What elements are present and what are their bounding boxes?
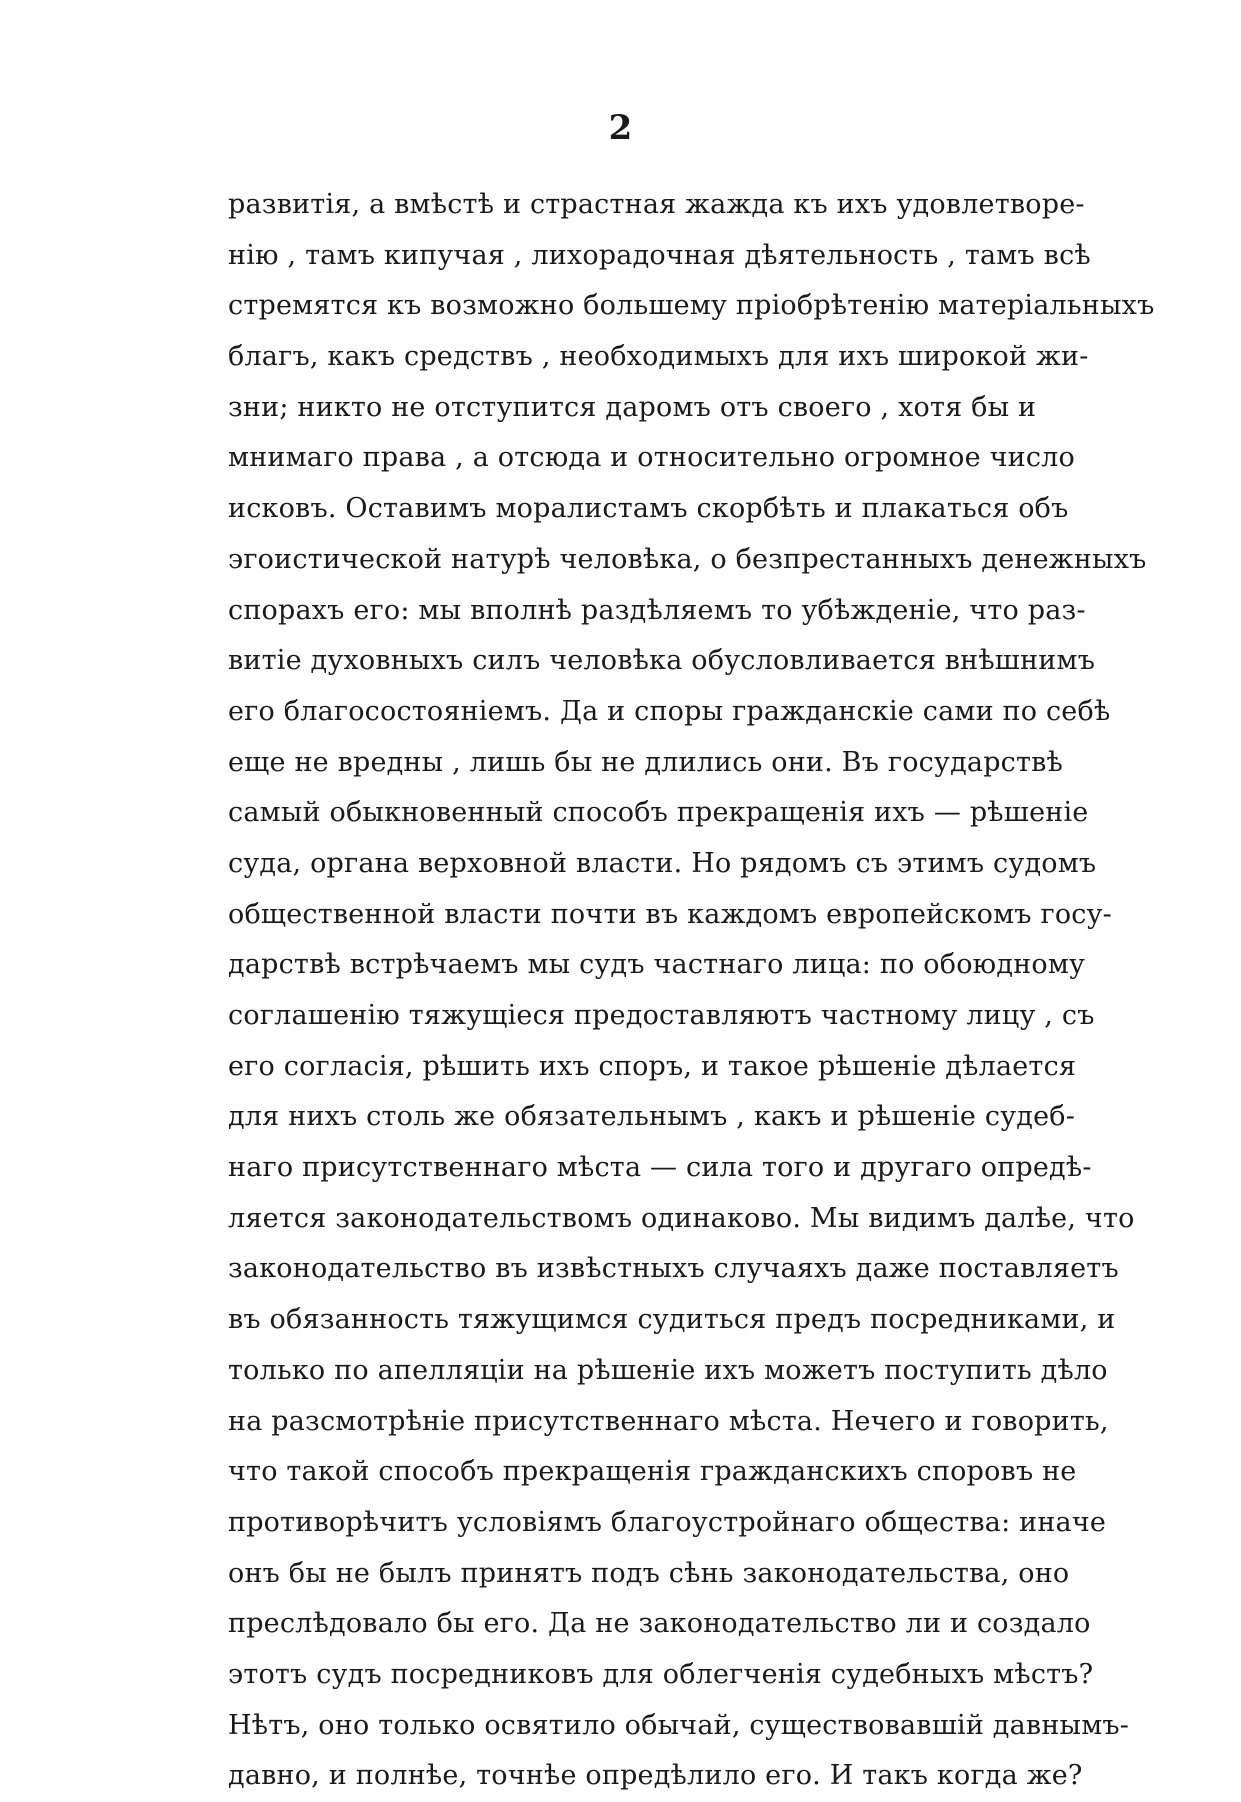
text-line: общественной власти почти въ каждомъ европейскомъ госу- <box>228 898 1113 930</box>
text-line: въ обязанность тяжущимся судиться предъ посредниками, и <box>228 1304 1116 1336</box>
text-line: соглашенію тяжущіеся предоставляютъ частному лицу , съ <box>228 1000 1095 1031</box>
text-line: мнимаго права , а отсюда и относительно огромное число <box>228 442 1075 474</box>
text-line: его благосостояніемъ. Да и споры гражданскіе сами по себѣ <box>228 695 1111 727</box>
text-line: законодательство въ извѣстныхъ случаяхъ даже поставляетъ <box>228 1253 1119 1285</box>
text-line: наго присутственнаго мѣста — сила того и другаго опредѣ- <box>228 1152 1092 1184</box>
text-line: самый обыкновенный способъ прекращенія ихъ — рѣшеніе <box>228 797 1089 829</box>
text-line: только по апелляціи на рѣшеніе ихъ можетъ поступить дѣло <box>228 1354 1108 1386</box>
text-line: преслѣдовало бы его. Да не законодательство ли и создало <box>228 1608 1091 1640</box>
text-line: для нихъ столь же обязательнымъ , какъ и рѣшеніе судеб- <box>228 1101 1076 1133</box>
text-line: онъ бы не былъ принятъ подъ сѣнь законодательства, оно <box>228 1557 1070 1589</box>
text-line: суда, органа верховной власти. Но рядомъ съ этимъ судомъ <box>228 847 1097 879</box>
text-line: стремятся къ возможно большему пріобрѣтенію матеріальныхъ <box>228 290 1155 322</box>
text-line: ляется законодательствомъ одинаково. Мы видимъ далѣе, что <box>228 1202 1135 1234</box>
text-line: эгоистической натурѣ человѣка, о безпрестанныхъ денежныхъ <box>228 543 1147 575</box>
text-line: благъ, какъ средствъ , необходимыхъ для ихъ широкой жи- <box>228 341 1089 373</box>
text-line: исковъ. Оставимъ моралистамъ скорбѣть и плакаться объ <box>228 493 1069 525</box>
text-line: на разсмотрѣніе присутственнаго мѣста. Нечего и говорить, <box>228 1405 1109 1437</box>
text-line: этотъ судъ посредниковъ для облегченія судебныхъ мѣстъ? <box>228 1658 1094 1690</box>
text-line: что такой способъ прекращенія гражданскихъ споровъ не <box>228 1456 1077 1488</box>
body-text <box>228 180 1155 1802</box>
text-line: развитія, а вмѣстѣ и страстная жажда къ ихъ удовлетворе- <box>228 189 1085 220</box>
text-line: давно, и полнѣе, точнѣе опредѣлило его. И такъ когда же? <box>228 1760 1083 1792</box>
text-line: Нѣтъ, оно только освятило обычай, существовавшій давнымъ- <box>228 1709 1130 1741</box>
text-line: еще не вредны , лишь бы не длились они. Въ государствѣ <box>228 746 1064 778</box>
text-line: спорахъ его: мы вполнѣ раздѣляемъ то убѣжденіе, что раз- <box>228 594 1086 626</box>
text-line: противорѣчитъ условіямъ благоустройнаго общества: иначе <box>228 1506 1107 1538</box>
text-line: нію , тамъ кипучая , лихорадочная дѣятельность , тамъ всѣ <box>228 239 1091 271</box>
page-number: 2 <box>608 108 633 148</box>
text-line: зни; никто не отступится даромъ отъ своего , хотя бы и <box>228 391 1037 423</box>
text-line: его согласія, рѣшить ихъ споръ, и такое рѣшеніе дѣлается <box>228 1050 1077 1082</box>
text-line: дарствѣ встрѣчаемъ мы судъ частнаго лица: по обоюдному <box>228 949 1086 981</box>
text-line: витіе духовныхъ силъ человѣка обусловливается внѣшнимъ <box>228 645 1096 677</box>
